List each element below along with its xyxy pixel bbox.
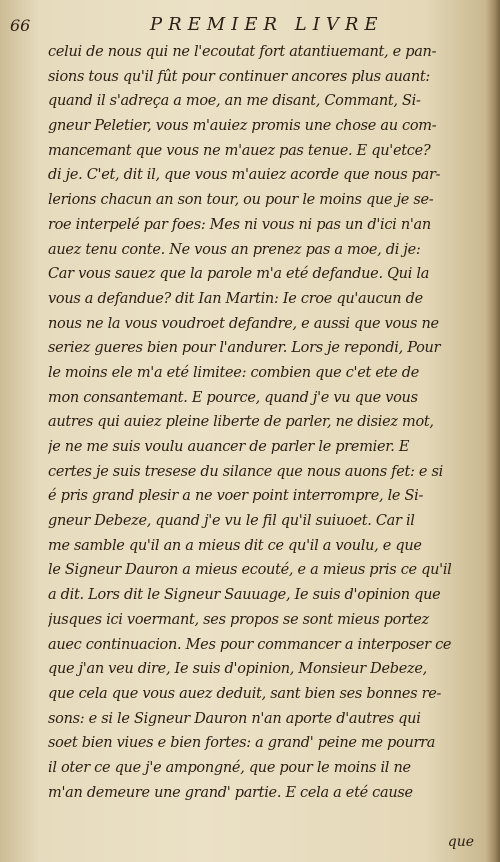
running-title: PREMIER LIVRE (150, 14, 384, 35)
text-line: je ne me suis voulu auancer de parler le premier. E (48, 439, 410, 455)
text-line: sions tous qu'il fût pour continuer ancores plus auant: (48, 68, 431, 85)
text-line: soet bien viues e bien fortes: a grand' peine me pourra (48, 735, 436, 752)
text-line: mancemant que vous ne m'auez pas tenue. E qu'etce? (48, 142, 431, 159)
text-line: sons: e si le Signeur Dauron n'an aporte d'autres qui (48, 710, 421, 727)
text-line: certes je suis tresese du silance que nous auons fet: e si (48, 463, 443, 480)
text-line: roe interpelé par foes: Mes ni vous ni pas un d'ici n'an (48, 216, 431, 233)
text-line: auez tenu conte. Ne vous an prenez pas a moe, di je: (48, 241, 421, 258)
text-line: que cela que vous auez deduit, sant bien ses bonnes re- (48, 685, 442, 702)
text-line: quand il s'adreça a moe, an me disant, Commant, Si- (48, 93, 421, 110)
text-line: gneur Peletier, vous m'auiez promis une chose au com- (48, 118, 437, 135)
text-line: il oter ce que j'e ampongné, que pour le moins il ne (48, 759, 411, 776)
text-line: autres qui auiez pleine liberte de parler, ne disiez mot, (48, 414, 434, 431)
text-line: auec continuacion. Mes pour commancer a interposer ce (48, 636, 452, 653)
body-text (48, 40, 488, 805)
text-line: a dit. Lors dit le Signeur Sauuage, Ie suis d'opinion que (48, 587, 441, 604)
text-line: jusques ici voermant, ses propos se sont mieus portez (48, 611, 429, 628)
catchword: que (447, 834, 474, 850)
page-edge-shadow (486, 0, 500, 862)
text-line: que j'an veu dire, Ie suis d'opinion, Monsieur Debeze, (48, 661, 427, 678)
text-line: me samble qu'il an a mieus dit ce qu'il a voulu, e que (48, 537, 422, 554)
page-header (0, 14, 500, 40)
text-line: é pris grand plesir a ne voer point interrompre, le Si- (48, 488, 424, 505)
text-line: lerions chacun an son tour, ou pour le moins que je se- (48, 192, 434, 209)
text-line: Car vous sauez que la parole m'a eté defandue. Qui la (48, 266, 430, 283)
text-line: le moins ele m'a eté limitee: combien que c'et ete de (48, 364, 420, 381)
text-line: nous ne la vous voudroet defandre, e aussi que vous ne (48, 315, 439, 332)
text-line: m'an demeure une grand' partie. E cela a eté cause (48, 784, 413, 801)
text-line: seriez gueres bien pour l'andurer. Lors je repondi, Pour (48, 340, 441, 357)
text-line: gneur Debeze, quand j'e vu le fil qu'il suiuoet. Car il (48, 513, 415, 530)
page-number: 66 (10, 16, 31, 35)
text-line: di je. C'et, dit il, que vous m'auiez acorde que nous par- (48, 167, 441, 184)
text-line: vous a defandue? dit Ian Martin: Ie croe qu'aucun de (48, 290, 423, 307)
text-line: le Signeur Dauron a mieus ecouté, e a mieus pris ce qu'il (48, 562, 452, 579)
text-line: celui de nous qui ne l'ecoutat fort atantiuemant, e pan- (48, 44, 437, 60)
text-line: mon consantemant. E pource, quand j'e vu que vous (48, 389, 418, 406)
